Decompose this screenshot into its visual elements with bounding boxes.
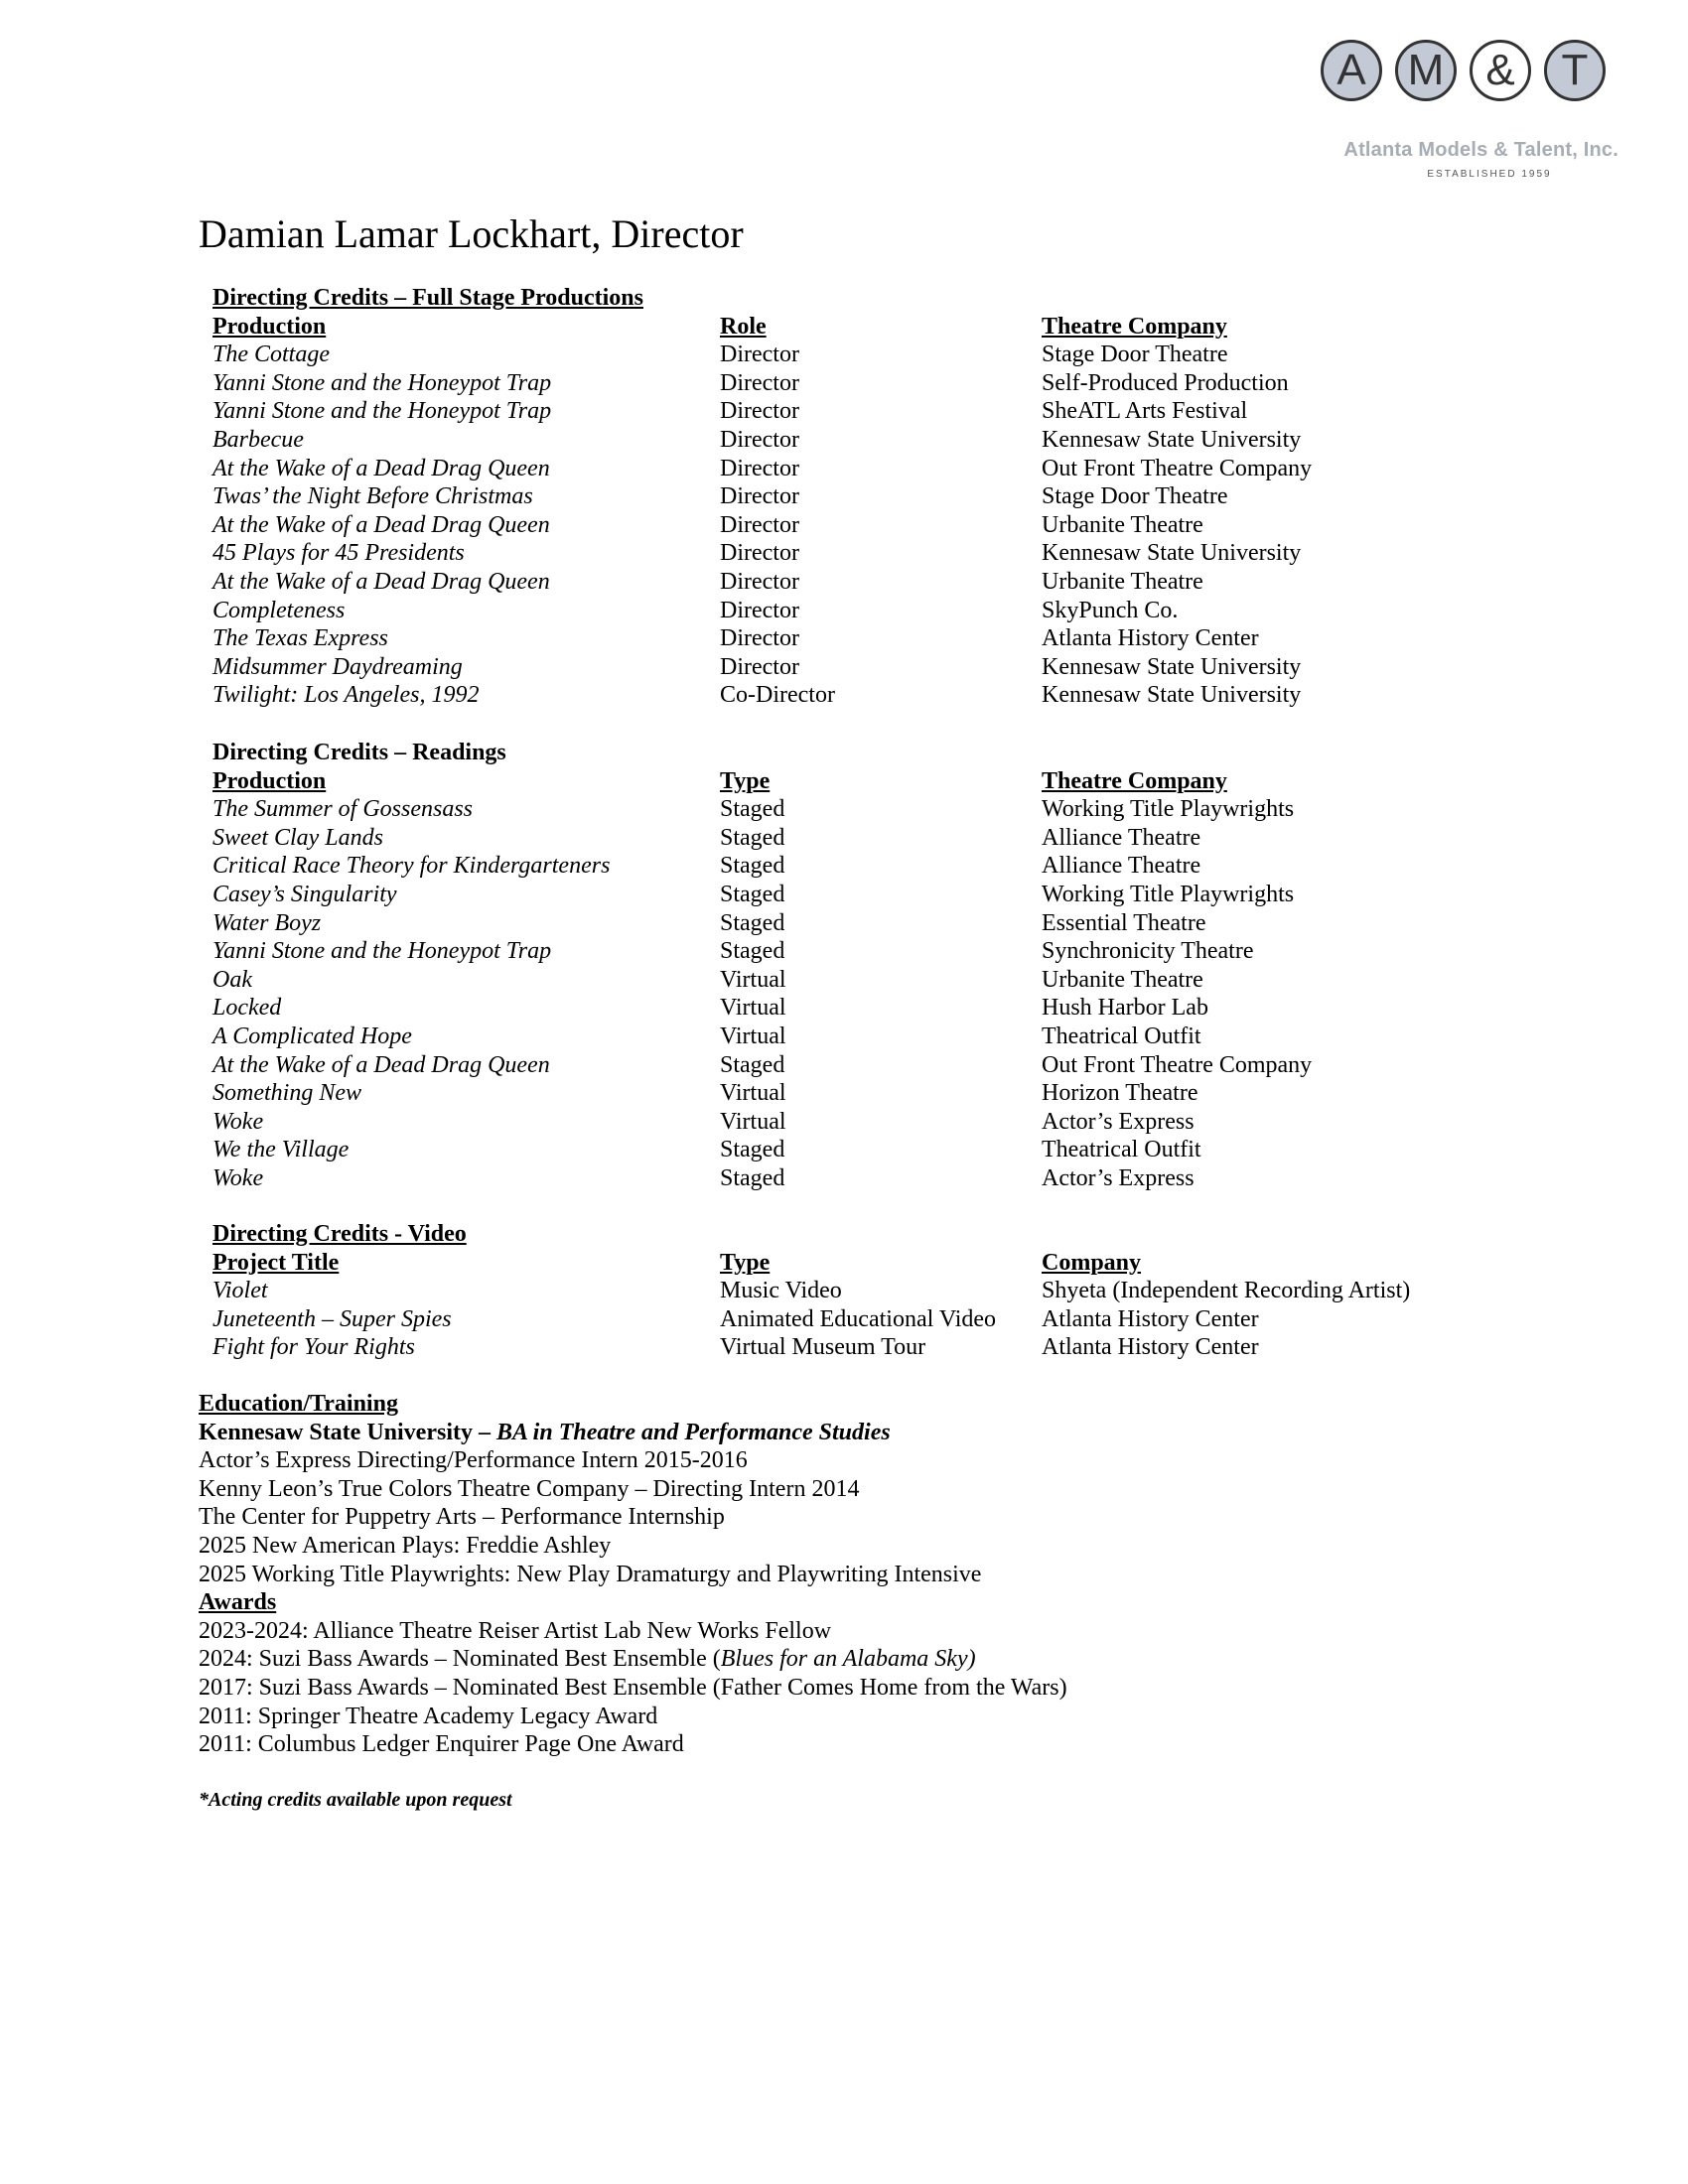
school-name: Kennesaw State University –: [199, 1419, 496, 1445]
production-title: Something New: [212, 1080, 361, 1107]
credit-type: Virtual: [720, 966, 786, 993]
company-name: Working Title Playwrights: [1042, 796, 1295, 823]
company-name: Urbanite Theatre: [1042, 966, 1203, 993]
credit-type: Director: [720, 341, 799, 368]
production-title: Sweet Clay Lands: [212, 824, 383, 851]
production-title: At the Wake of a Dead Drag Queen: [212, 568, 550, 595]
company-name: Kennesaw State University: [1042, 540, 1302, 567]
company-name: Actor’s Express: [1042, 1108, 1195, 1135]
award-item: 2023-2024: Alliance Theatre Reiser Artist Lab New Works Fellow: [199, 1617, 832, 1644]
credit-type: Director: [720, 455, 799, 481]
education-item: 2025 New American Plays: Freddie Ashley: [199, 1532, 612, 1559]
column-header: Company: [1042, 1249, 1142, 1276]
company-name: Urbanite Theatre: [1042, 568, 1203, 595]
production-title: 45 Plays for 45 Presidents: [212, 540, 465, 567]
award-item: 2011: Springer Theatre Academy Legacy Award: [199, 1703, 658, 1729]
credit-type: Director: [720, 483, 799, 510]
company-name: Self-Produced Production: [1042, 369, 1289, 396]
production-title: Yanni Stone and the Honeypot Trap: [212, 398, 552, 425]
column-header: Type: [720, 1249, 771, 1276]
credit-type: Director: [720, 426, 799, 453]
production-title: Yanni Stone and the Honeypot Trap: [212, 369, 552, 396]
production-title: Fight for Your Rights: [212, 1334, 415, 1361]
credit-type: Virtual Museum Tour: [720, 1334, 926, 1361]
education-awards-section: [199, 1390, 1067, 1759]
production-title: Woke: [212, 1108, 264, 1135]
production-title: The Summer of Gossensass: [212, 796, 474, 823]
credit-type: Music Video: [720, 1278, 842, 1304]
award-item: 2017: Suzi Bass Awards – Nominated Best Ensemble (Father Comes Home from the Wars): [199, 1674, 1067, 1701]
credit-type: Staged: [720, 938, 785, 965]
award-item: [199, 1645, 1067, 1674]
page-title: Damian Lamar Lockhart, Director: [199, 211, 744, 256]
column-header: Production: [212, 313, 327, 340]
company-name: Horizon Theatre: [1042, 1080, 1198, 1107]
production-title: Yanni Stone and the Honeypot Trap: [212, 938, 552, 965]
credit-type: Staged: [720, 1164, 785, 1191]
company-name: Kennesaw State University: [1042, 653, 1302, 680]
credit-type: Staged: [720, 1137, 785, 1163]
production-title: Locked: [212, 995, 282, 1022]
credit-type: Director: [720, 398, 799, 425]
production-title: Casey’s Singularity: [212, 881, 397, 907]
education-title: Education/Training: [199, 1391, 398, 1417]
logo-ampersand: &: [1470, 40, 1531, 101]
company-name: Urbanite Theatre: [1042, 511, 1203, 538]
credit-type: Director: [720, 597, 799, 623]
footnote: *Acting credits available upon request: [199, 1789, 512, 1811]
credit-type: Director: [720, 653, 799, 680]
column-header: Theatre Company: [1042, 767, 1227, 794]
column-header: Production: [212, 767, 327, 794]
credit-type: Director: [720, 568, 799, 595]
education-item: Actor’s Express Directing/Performance Intern 2015-2016: [199, 1447, 748, 1474]
production-title: Barbecue: [212, 426, 304, 453]
production-title: Twilight: Los Angeles, 1992: [212, 682, 480, 709]
production-title: At the Wake of a Dead Drag Queen: [212, 511, 550, 538]
logo-established: ESTABLISHED 1959: [1427, 169, 1552, 180]
company-name: Synchronicity Theatre: [1042, 938, 1254, 965]
credit-type: Staged: [720, 1051, 785, 1078]
credit-type: Animated Educational Video: [720, 1305, 997, 1332]
company-name: Shyeta (Independent Recording Artist): [1042, 1278, 1411, 1304]
company-name: Stage Door Theatre: [1042, 341, 1228, 368]
education-item: Kenny Leon’s True Colors Theatre Company – Directing Intern 2014: [199, 1475, 860, 1502]
production-title: Violet: [212, 1278, 268, 1304]
production-title: Woke: [212, 1164, 264, 1191]
production-title: A Complicated Hope: [212, 1023, 412, 1049]
company-name: Theatrical Outfit: [1042, 1137, 1201, 1163]
credit-type: Staged: [720, 853, 785, 880]
production-title: At the Wake of a Dead Drag Queen: [212, 1051, 550, 1078]
section-title: Directing Credits - Video: [212, 1221, 467, 1247]
production-title: Water Boyz: [212, 909, 322, 936]
production-title: Juneteenth – Super Spies: [212, 1305, 452, 1332]
education-degree: [199, 1419, 1067, 1447]
company-name: Atlanta History Center: [1042, 1334, 1259, 1361]
credit-type: Staged: [720, 796, 785, 823]
company-name: Working Title Playwrights: [1042, 881, 1295, 907]
degree-name: BA in Theatre and Performance Studies: [495, 1419, 891, 1445]
credit-type: Director: [720, 625, 799, 652]
company-name: Kennesaw State University: [1042, 426, 1302, 453]
award-production: Blues for an Alabama Sky): [720, 1646, 976, 1673]
company-name: Out Front Theatre Company: [1042, 1051, 1313, 1078]
credit-type: Director: [720, 540, 799, 567]
credit-type: Director: [720, 511, 799, 538]
production-title: Midsummer Daydreaming: [212, 653, 463, 680]
production-title: Critical Race Theory for Kindergarteners: [212, 853, 611, 880]
company-name: Stage Door Theatre: [1042, 483, 1228, 510]
award-item: 2011: Columbus Ledger Enquirer Page One Award: [199, 1731, 684, 1758]
award-text: 2024: Suzi Bass Awards – Nominated Best Ensemble (: [199, 1646, 721, 1673]
logo-letter-t: T: [1544, 40, 1606, 101]
production-title: The Cottage: [212, 341, 330, 368]
production-title: Completeness: [212, 597, 346, 623]
logo-letter-m: M: [1395, 40, 1457, 101]
company-name: SkyPunch Co.: [1042, 597, 1179, 623]
production-title: We the Village: [212, 1137, 350, 1163]
credit-type: Virtual: [720, 995, 786, 1022]
column-header: Project Title: [212, 1249, 340, 1276]
production-title: At the Wake of a Dead Drag Queen: [212, 455, 550, 481]
credit-type: Director: [720, 369, 799, 396]
company-name: SheATL Arts Festival: [1042, 398, 1248, 425]
production-title: Twas’ the Night Before Christmas: [212, 483, 533, 510]
column-header: Type: [720, 767, 771, 794]
logo-letter-a: A: [1321, 40, 1382, 101]
company-name: Kennesaw State University: [1042, 682, 1302, 709]
production-title: Oak: [212, 966, 252, 993]
credit-type: Virtual: [720, 1023, 786, 1049]
company-name: Theatrical Outfit: [1042, 1023, 1201, 1049]
company-name: Essential Theatre: [1042, 909, 1206, 936]
credit-type: Co-Director: [720, 682, 835, 709]
education-item: The Center for Puppetry Arts – Performance Internship: [199, 1504, 725, 1531]
company-name: Hush Harbor Lab: [1042, 995, 1208, 1022]
agency-logo: [1321, 40, 1618, 189]
section-title: Directing Credits – Readings: [212, 740, 506, 765]
section-title: Directing Credits – Full Stage Productions: [212, 285, 643, 311]
company-name: Alliance Theatre: [1042, 824, 1201, 851]
logo-company-name: Atlanta Models & Talent, Inc.: [1343, 139, 1618, 161]
company-name: Alliance Theatre: [1042, 853, 1201, 880]
company-name: Atlanta History Center: [1042, 1305, 1259, 1332]
credit-type: Virtual: [720, 1108, 786, 1135]
column-header: Role: [720, 313, 767, 340]
credit-type: Staged: [720, 881, 785, 907]
credit-type: Staged: [720, 909, 785, 936]
credit-type: Staged: [720, 824, 785, 851]
company-name: Atlanta History Center: [1042, 625, 1259, 652]
company-name: Out Front Theatre Company: [1042, 455, 1313, 481]
education-item: 2025 Working Title Playwrights: New Play Dramaturgy and Playwriting Intensive: [199, 1561, 982, 1587]
column-header: Theatre Company: [1042, 313, 1227, 340]
company-name: Actor’s Express: [1042, 1164, 1195, 1191]
awards-title: Awards: [199, 1589, 277, 1616]
production-title: The Texas Express: [212, 625, 388, 652]
credit-type: Virtual: [720, 1080, 786, 1107]
